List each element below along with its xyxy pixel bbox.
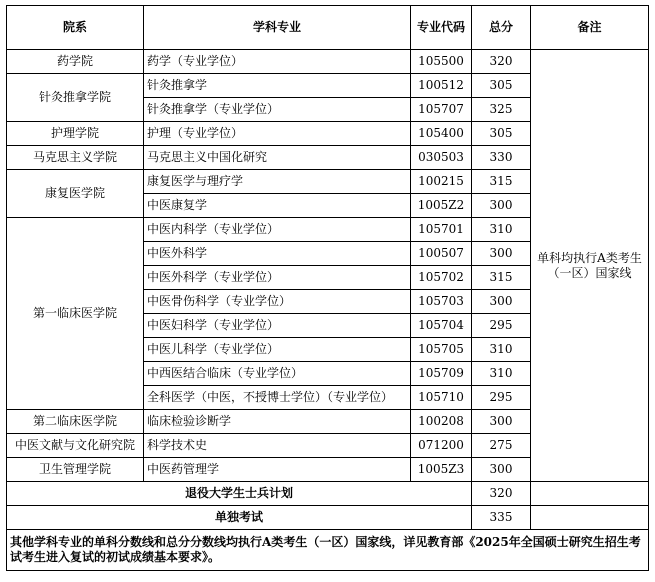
major-cell: 中医药管理学 (144, 458, 411, 482)
major-cell: 中医康复学 (144, 194, 411, 218)
code-cell: 100208 (411, 410, 472, 434)
major-cell: 中医儿科学（专业学位） (144, 338, 411, 362)
major-cell: 马克思主义中国化研究 (144, 146, 411, 170)
special-score: 335 (472, 506, 531, 530)
special-score: 320 (472, 482, 531, 506)
special-row (7, 482, 649, 506)
special-label: 退役大学生士兵计划 (7, 482, 472, 506)
major-cell: 中医外科学 (144, 242, 411, 266)
score-cell: 330 (472, 146, 531, 170)
score-cell: 310 (472, 338, 531, 362)
header-row (7, 6, 649, 50)
college-cell: 中医文献与文化研究院 (7, 434, 144, 458)
score-cell: 295 (472, 386, 531, 410)
special-label: 单独考试 (7, 506, 472, 530)
header-remark: 备注 (531, 6, 649, 50)
college-cell: 药学院 (7, 50, 144, 74)
code-cell: 1005Z3 (411, 458, 472, 482)
code-cell: 1005Z2 (411, 194, 472, 218)
score-cell: 315 (472, 170, 531, 194)
code-cell: 105707 (411, 98, 472, 122)
score-cell: 320 (472, 50, 531, 74)
college-cell: 针灸推拿学院 (7, 74, 144, 122)
score-cell: 300 (472, 458, 531, 482)
score-cell: 315 (472, 266, 531, 290)
score-table (6, 5, 649, 571)
major-cell: 中医妇科学（专业学位） (144, 314, 411, 338)
code-cell: 100512 (411, 74, 472, 98)
header-major: 学科专业 (144, 6, 411, 50)
major-cell: 康复医学与理疗学 (144, 170, 411, 194)
score-cell: 305 (472, 74, 531, 98)
table-row (7, 50, 649, 74)
major-cell: 针灸推拿学 (144, 74, 411, 98)
major-cell: 中西医结合临床（专业学位） (144, 362, 411, 386)
code-cell: 105400 (411, 122, 472, 146)
code-cell: 105710 (411, 386, 472, 410)
header-college: 院系 (7, 6, 144, 50)
code-cell: 105705 (411, 338, 472, 362)
college-cell: 第二临床医学院 (7, 410, 144, 434)
special-remark-empty (531, 506, 649, 530)
code-cell: 030503 (411, 146, 472, 170)
score-cell: 310 (472, 218, 531, 242)
major-cell: 科学技术史 (144, 434, 411, 458)
score-cell: 295 (472, 314, 531, 338)
header-code: 专业代码 (411, 6, 472, 50)
code-cell: 105704 (411, 314, 472, 338)
footnote: 其他学科专业的单科分数线和总分分数线均执行A类考生（一区）国家线，详见教育部《2025年全国硕士研究生招生考试考生进入复试的初试成绩基本要求》。 (7, 530, 649, 571)
college-cell: 第一临床医学院 (7, 218, 144, 410)
major-cell: 中医外科学（专业学位） (144, 266, 411, 290)
table-body (7, 50, 649, 571)
footnote-row (7, 530, 649, 571)
code-cell: 105701 (411, 218, 472, 242)
major-cell: 针灸推拿学（专业学位） (144, 98, 411, 122)
score-cell: 300 (472, 242, 531, 266)
score-cell: 300 (472, 290, 531, 314)
score-cell: 305 (472, 122, 531, 146)
score-cell: 275 (472, 434, 531, 458)
score-cell: 300 (472, 194, 531, 218)
code-cell: 105702 (411, 266, 472, 290)
major-cell: 中医骨伤科学（专业学位） (144, 290, 411, 314)
college-cell: 康复医学院 (7, 170, 144, 218)
major-cell: 临床检验诊断学 (144, 410, 411, 434)
major-cell: 药学（专业学位） (144, 50, 411, 74)
score-cell: 310 (472, 362, 531, 386)
code-cell: 105500 (411, 50, 472, 74)
major-cell: 中医内科学（专业学位） (144, 218, 411, 242)
college-cell: 卫生管理学院 (7, 458, 144, 482)
header-score: 总分 (472, 6, 531, 50)
score-cell: 300 (472, 410, 531, 434)
code-cell: 071200 (411, 434, 472, 458)
code-cell: 100507 (411, 242, 472, 266)
remark-cell: 单科均执行A类考生（一区）国家线 (531, 50, 649, 482)
major-cell: 全科医学（中医，不授博士学位）（专业学位） (144, 386, 411, 410)
special-row (7, 506, 649, 530)
code-cell: 105703 (411, 290, 472, 314)
college-cell: 护理学院 (7, 122, 144, 146)
score-cell: 325 (472, 98, 531, 122)
college-cell: 马克思主义学院 (7, 146, 144, 170)
special-remark-empty (531, 482, 649, 506)
major-cell: 护理（专业学位） (144, 122, 411, 146)
code-cell: 100215 (411, 170, 472, 194)
code-cell: 105709 (411, 362, 472, 386)
